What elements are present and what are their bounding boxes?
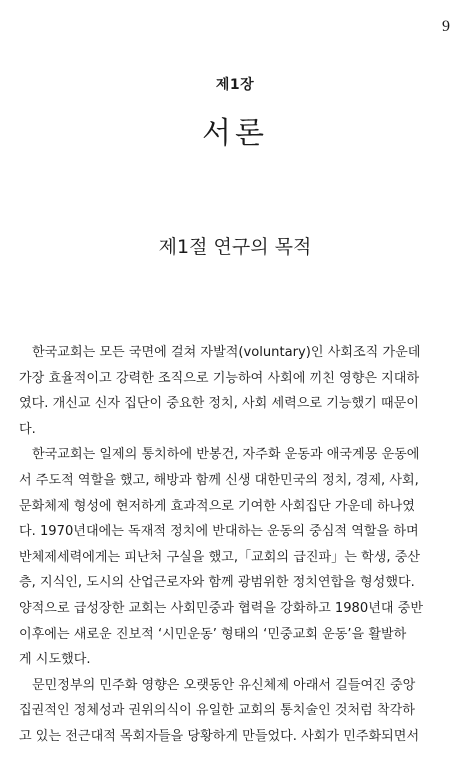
text-line: 한국교회는 모든 국면에 걸쳐 자발적(voluntary)인 사회조직 가운데 bbox=[32, 345, 421, 360]
chapter-label: 제1장 bbox=[215, 77, 255, 93]
paragraph-1 bbox=[19, 340, 456, 442]
text-line: 고 있는 전근대적 목회자들을 당황하게 만들었다. 사회가 민주화되면서 bbox=[19, 728, 420, 744]
text-line: 다. bbox=[19, 421, 36, 437]
chapter-title: 서론 bbox=[202, 116, 268, 151]
body-text bbox=[19, 340, 456, 750]
page-number: 9 bbox=[442, 18, 450, 35]
section-title: 제1절 연구의 목적 bbox=[158, 236, 312, 258]
text-line: 이후에는 새로운 진보적 ‘시민운동’ 형태의 ‘민중교회 운동’을 활발하 bbox=[19, 626, 407, 642]
text-line: 층, 지식인, 도시의 산업근로자와 함께 광범위한 정치연합을 형성했다. bbox=[19, 575, 415, 591]
text-line: 양적으로 급성장한 교회는 사회민중과 협력을 강화하고 1980년대 중반 bbox=[19, 600, 423, 616]
text-line: 한국교회는 일제의 통치하에 반봉건, 자주화 운동과 애국계몽 운동에 bbox=[32, 447, 420, 463]
paragraph-2 bbox=[19, 442, 456, 672]
text-line: 서 주도적 역할을 했고, 해방과 함께 신생 대한민국의 정치, 경제, 사회, bbox=[19, 472, 419, 488]
paragraph-3 bbox=[19, 673, 456, 750]
text-line: 였다. 개신교 신자 집단이 중요한 정치, 사회 세력으로 기능했기 때문이 bbox=[19, 396, 419, 412]
text-line: 문민정부의 민주화 영향은 오랫동안 유신체제 아래서 길들여진 중앙 bbox=[32, 677, 416, 693]
text-line: 집권적인 정체성과 권위의식이 유일한 교회의 통치술인 것처럼 착각하 bbox=[19, 703, 415, 719]
text-line: 다. 1970년대에는 독재적 정치에 반대하는 운동의 중심적 역할을 하며 bbox=[19, 524, 419, 540]
text-line: 게 시도했다. bbox=[19, 652, 91, 668]
text-line: 문화체제 형성에 현저하게 효과적으로 기여한 사회집단 가운데 하나였 bbox=[19, 498, 415, 514]
text-line: 가장 효율적이고 강력한 조직으로 기능하여 사회에 끼친 영향은 지대하 bbox=[19, 370, 420, 386]
text-line: 반체제세력에게는 피난처 구실을 했고,「교회의 급진파」는 학생, 중산 bbox=[19, 549, 420, 565]
